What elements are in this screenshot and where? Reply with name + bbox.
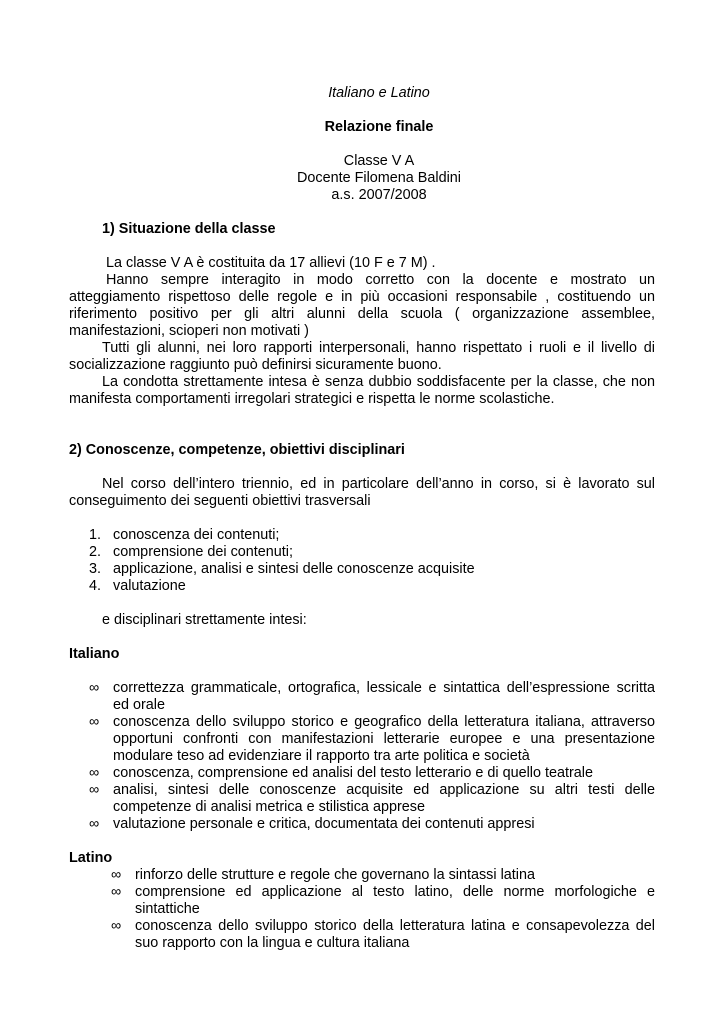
- section1-heading: 1) Situazione della classe: [102, 221, 276, 237]
- section1-paragraph-3: Tutti gli alunni, nei loro rapporti interpersonali, hanno rispettato i ruoli e il livello di socializzazione raggiunto può definirsi sicuramente buono.: [69, 340, 655, 373]
- latino-heading: Latino: [69, 850, 113, 866]
- infinity-bullet-icon: ∞: [111, 867, 122, 883]
- year-line: a.s. 2007/2008: [331, 187, 427, 203]
- list-item: ∞ correttezza grammaticale, ortografica, lessicale e sintattica dell’espressione scritta ed orale: [89, 680, 655, 713]
- infinity-bullet-icon: ∞: [89, 816, 100, 832]
- list-item: ∞ rinforzo delle strutture e regole che governano la sintassi latina: [111, 867, 535, 883]
- list-item: ∞ comprensione ed applicazione al testo latino, delle norme morfologiche e sintattiche: [111, 884, 655, 917]
- section1-paragraph-1: La classe V A è costituita da 17 allievi (10 F e 7 M) .: [106, 255, 436, 271]
- infinity-bullet-icon: ∞: [111, 884, 122, 900]
- list-item: 4. valutazione: [89, 578, 186, 594]
- infinity-bullet-icon: ∞: [89, 765, 100, 781]
- italiano-heading: Italiano: [69, 646, 120, 662]
- infinity-bullet-icon: ∞: [89, 680, 100, 696]
- list-item: ∞ conoscenza dello sviluppo storico della letteratura latina e consapevolezza del suo rapporto con la lingua e cultura italiana: [111, 918, 655, 951]
- latino-objectives-list: [69, 867, 655, 952]
- document-page: [69, 85, 655, 952]
- list-item: ∞ conoscenza, comprensione ed analisi del testo letterario e di quello teatrale: [89, 765, 593, 781]
- class-line: Classe V A: [343, 153, 415, 169]
- section2-heading: 2) Conoscenze, competenze, obiettivi disciplinari: [69, 442, 405, 458]
- infinity-bullet-icon: ∞: [89, 782, 100, 798]
- subject-line: Italiano e Latino: [328, 85, 430, 101]
- list-item: ∞ conoscenza dello sviluppo storico e geografico della letteratura italiana, attraverso opportuni confronti con manifestazioni letterarie europee e una presentazione modulare teso ad evidenziare il rapporto tra arte politica e società: [89, 714, 655, 764]
- section1-paragraph-2: Hanno sempre interagito in modo corretto con la docente e mostrato un atteggiamento rispettoso delle regole e in più occasioni responsabile , costituendo un riferimento positivo per gli altri alunni della scuola ( organizzazione assemblee, manifestazioni, scioperi non motivati ): [69, 272, 655, 339]
- objectives-list: [69, 527, 655, 595]
- section2-intro: Nel corso dell’intero triennio, ed in particolare dell’anno in corso, si è lavorato sul conseguimento dei seguenti obiettivi trasversali: [69, 476, 655, 509]
- teacher-line: Docente Filomena Baldini: [297, 170, 461, 186]
- infinity-bullet-icon: ∞: [89, 714, 100, 730]
- list-item: 2. comprensione dei contenuti;: [89, 544, 293, 560]
- disciplinary-intro: e disciplinari strettamente intesi:: [102, 612, 307, 628]
- italiano-objectives-list: [69, 680, 655, 833]
- report-title: Relazione finale: [324, 119, 434, 135]
- list-item: 3. applicazione, analisi e sintesi delle conoscenze acquisite: [89, 561, 475, 577]
- list-item: ∞ valutazione personale e critica, documentata dei contenuti appresi: [89, 816, 535, 832]
- section1-paragraph-4: La condotta strettamente intesa è senza dubbio soddisfacente per la classe, che non manifesta comportamenti irregolari strategici e rispetta le norme scolastiche.: [69, 374, 655, 407]
- list-item: 1. conoscenza dei contenuti;: [89, 527, 280, 543]
- infinity-bullet-icon: ∞: [111, 918, 122, 934]
- list-item: ∞ analisi, sintesi delle conoscenze acquisite ed applicazione su altri testi delle competenze di analisi metrica e stilistica apprese: [89, 782, 655, 815]
